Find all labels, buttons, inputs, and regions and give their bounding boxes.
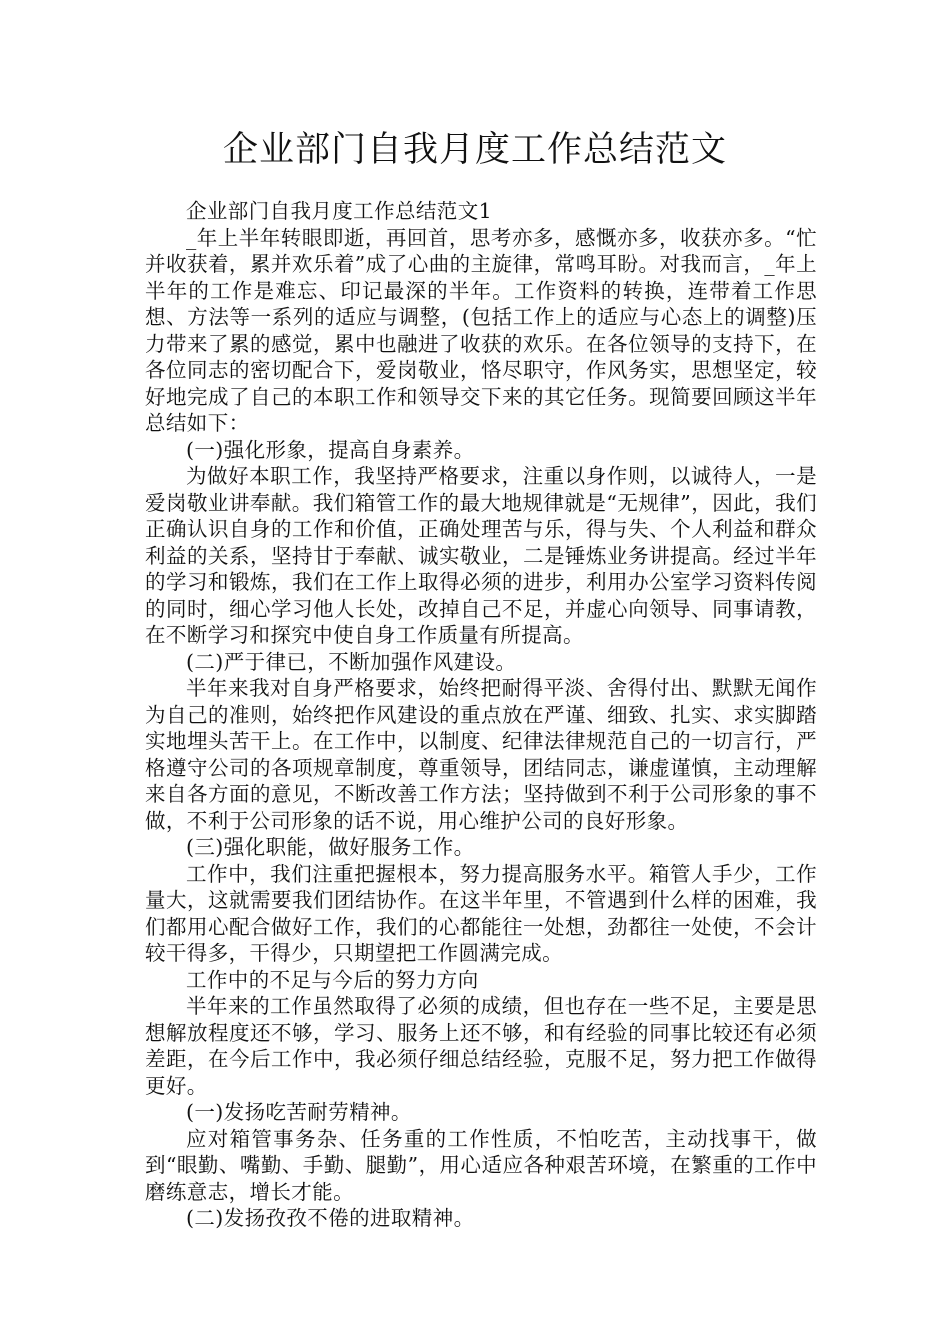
plan-heading-2: (二)发扬孜孜不倦的进取精神。 <box>186 1206 475 1230</box>
plan-heading-1: (一)发扬吃苦耐劳精神。 <box>186 1100 412 1124</box>
section-paragraph-1: 为做好本职工作，我坚持严格要求，注重以身作则，以诚待人，一是爱岗敬业讲奉献。我们箱管工作的最大地规律就是“无规律”，因此，我们正确认识自身的工作和价值，正确处理苦与乐，得与失、个人利益和群众利益的关系，坚持甘于奉献、诚实敬业，二是锤炼业务讲提高。经过半年的学习和锻炼，我们在工作上取得必须的进步，利用办公室学习资料传阅的同时，细心学习他人长处，改掉自己不足，并虚心向领导、同事请教，在不断学习和探究中使自身工作质量有所提高。 <box>145 464 817 647</box>
document-body <box>145 198 817 1232</box>
plan-paragraph-1: 应对箱管事务杂、任务重的工作性质，不怕吃苦，主动找事干，做到“眼勤、嘴勤、手勤、腿勤”，用心适应各种艰苦环境，在繁重的工作中磨练意志，增长才能。 <box>145 1126 817 1204</box>
document-title: 企业部门自我月度工作总结范文 <box>222 130 727 170</box>
section-heading-1: (一)强化形象，提高自身素养。 <box>186 437 475 462</box>
deficiency-paragraph: 半年来的工作虽然取得了必须的成绩，但也存在一些不足，主要是思想解放程度还不够，学习、服务上还不够，和有经验的同事比较还有必须差距，在今后工作中，我必须仔细总结经验，克服不足，努力把工作做得更好。 <box>145 994 817 1098</box>
section-paragraph-2: 半年来我对自身严格要求，始终把耐得平淡、舍得付出、默默无闻作为自己的准则，始终把作风建设的重点放在严谨、细致、扎实、求实脚踏实地埋头苦干上。在工作中，以制度、纪律法律规范自己的一切言行，严格遵守公司的各项规章制度，尊重领导，团结同志，谦虚谨慎，主动理解来自各方面的意见，不断改善工作方法；坚持做到不利于公司形象的事不做，不利于公司形象的话不说，用心维护公司的良好形象。 <box>145 676 817 833</box>
section-heading-2: (二)严于律已，不断加强作风建设。 <box>186 649 517 674</box>
deficiency-heading: 工作中的不足与今后的努力方向 <box>186 967 479 992</box>
section-heading-3: (三)强化职能，做好服务工作。 <box>186 835 475 859</box>
subtitle-paragraph: 企业部门自我月度工作总结范文1 <box>186 199 493 223</box>
intro-paragraph: _年上半年转眼即逝，再回首，思考亦多，感慨亦多，收获亦多。“忙并收获着，累并欢乐着”成了心曲的主旋律，常鸣耳盼。对我而言，_年上半年的工作是难忘、印记最深的半年。工作资料的转换，连带着工作思想、方法等一系列的适应与调整，(包括工作上的适应与心态上的调整)压力带来了累的感觉，累中也融进了收获的欢乐。在各位领导的支持下，在各位同志的密切配合下，爱岗敬业，恪尽职守，作风务实，思想坚定，较好地完成了自己的本职工作和领导交下来的其它任务。现简要回顾这半年总结如下： <box>145 225 817 435</box>
section-paragraph-3: 工作中，我们注重把握根本，努力提高服务水平。箱管人手少，工作量大，这就需要我们团结协作。在这半年里，不管遇到什么样的困难，我们都用心配合做好工作，我们的心都能往一处想，劲都往一处使，不会计较干得多，干得少，只期望把工作圆满完成。 <box>145 861 817 965</box>
